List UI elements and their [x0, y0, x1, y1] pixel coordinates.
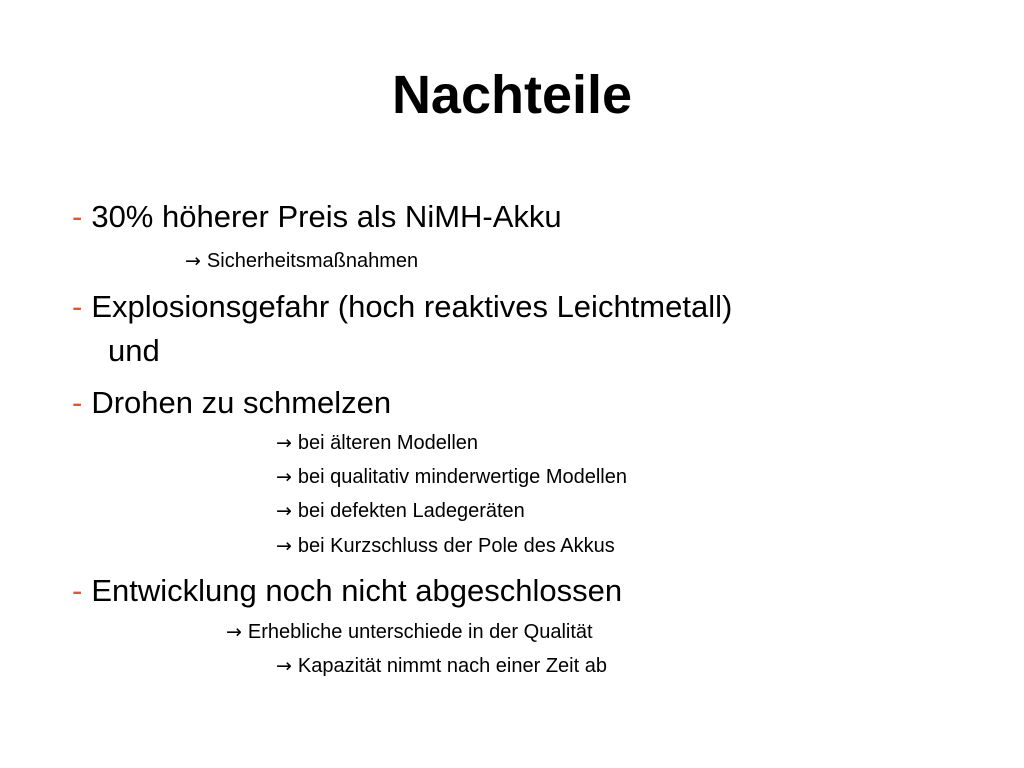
- bullet-item-development: [72, 572, 622, 610]
- sub-item-text: Sicherheitsmaßnahmen: [206, 250, 419, 272]
- bullet-item-price: [72, 198, 562, 236]
- bullet-text: Entwicklung noch nicht abgeschlossen: [91, 573, 623, 608]
- sub-item-text: Kapazität nimmt nach einer Zeit ab: [297, 655, 607, 677]
- slide-title: Nachteile: [391, 65, 633, 125]
- sub-item-text: bei Kurzschluss der Pole des Akkus: [297, 535, 615, 557]
- sub-item-short-circuit: [276, 533, 615, 559]
- bullet-text: Explosionsgefahr (hoch reaktives Leichtmetall): [91, 289, 733, 324]
- sub-item-inferior-models: [276, 464, 627, 490]
- arrow-right-icon: →: [276, 535, 292, 557]
- arrow-right-icon: →: [185, 250, 201, 272]
- arrow-right-icon: →: [276, 655, 292, 677]
- bullet-continuation: und: [108, 333, 160, 368]
- sub-item-text: bei qualitativ minderwertige Modellen: [297, 466, 627, 488]
- arrow-right-icon: →: [276, 432, 292, 454]
- sub-item-quality-differences: [226, 619, 593, 645]
- bullet-item-explosion: [72, 288, 732, 326]
- bullet-dash: -: [72, 385, 83, 420]
- bullet-dash: -: [72, 573, 83, 608]
- bullet-dash: -: [72, 199, 83, 234]
- sub-item-text: bei älteren Modellen: [297, 432, 479, 454]
- sub-item-defective-chargers: [276, 498, 525, 524]
- sub-item-text: bei defekten Ladegeräten: [297, 500, 525, 522]
- arrow-right-icon: →: [226, 621, 242, 643]
- sub-item-text: Erhebliche unterschiede in der Qualität: [247, 621, 593, 643]
- sub-item-capacity-loss: [276, 653, 607, 679]
- sub-item-older-models: [276, 430, 478, 456]
- bullet-item-melting: [72, 384, 391, 422]
- bullet-text: 30% höherer Preis als NiMH-Akku: [91, 199, 562, 234]
- arrow-right-icon: →: [276, 500, 292, 522]
- arrow-right-icon: →: [276, 466, 292, 488]
- bullet-text: Drohen zu schmelzen: [91, 385, 392, 420]
- bullet-dash: -: [72, 289, 83, 324]
- sub-item-safety: [185, 248, 418, 274]
